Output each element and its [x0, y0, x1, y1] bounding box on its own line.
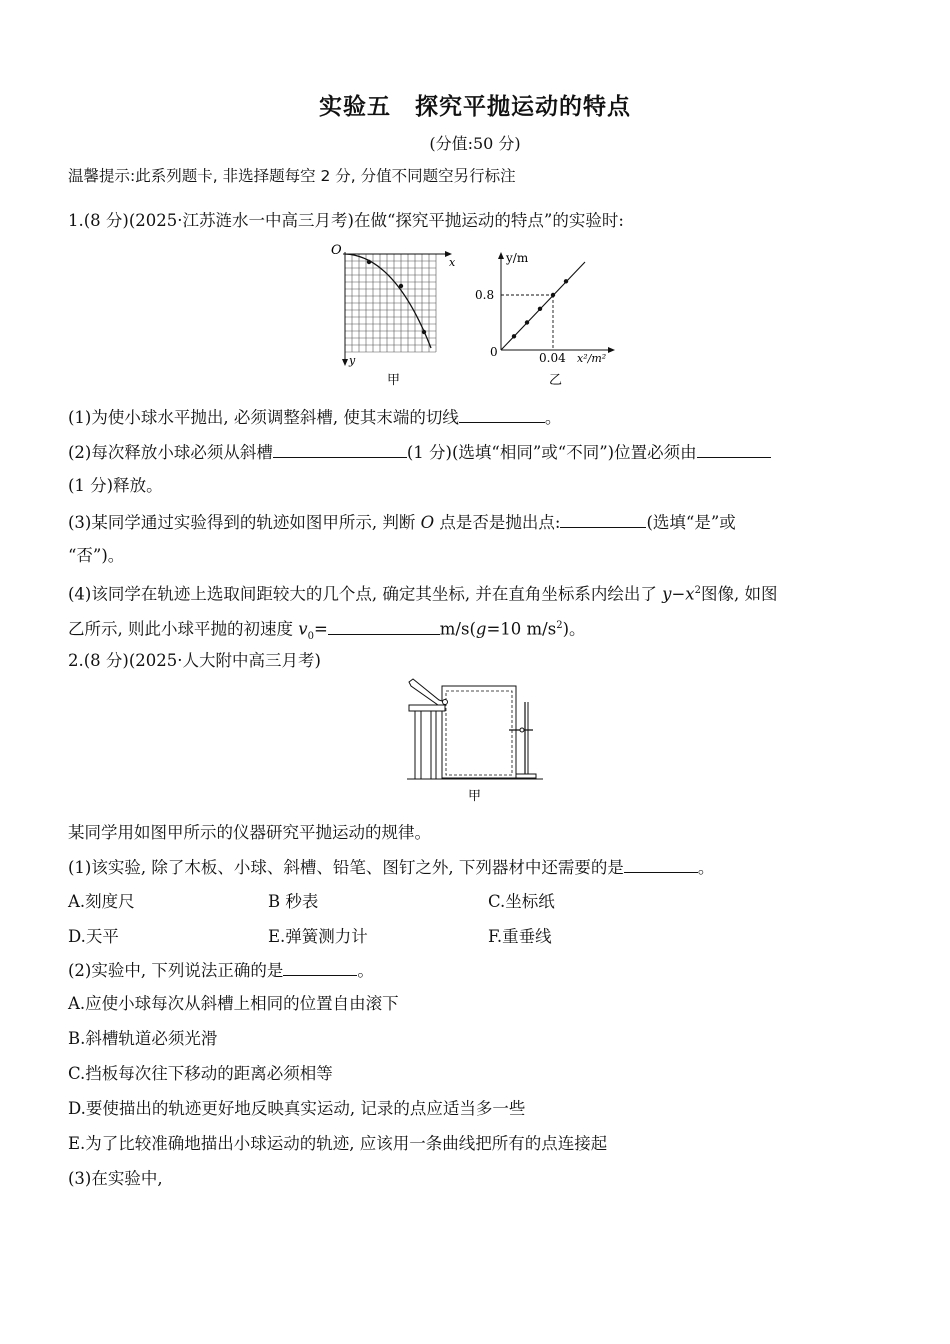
figure-caption: 甲 [387, 373, 401, 388]
stand-base [516, 774, 536, 778]
answer-blank[interactable] [560, 510, 646, 528]
q1-figure-b [473, 246, 623, 388]
answer-blank[interactable] [328, 617, 440, 635]
figure-caption: 乙 [549, 373, 563, 388]
q2-part2: (2)实验中, 下列说法正确的是 。 [68, 958, 374, 982]
option-2d[interactable]: D.要使描出的轨迹更好地反映真实运动, 记录的点应适当多一些 [68, 1099, 526, 1118]
zero-label: 0 [490, 345, 498, 359]
q1-figure-a [325, 240, 460, 388]
q1-part2: (2)每次释放小球必须从斜槽 (1 分)(选填“相同”或“不同”)位置必须由 [68, 440, 771, 464]
y-arrow [342, 359, 348, 366]
q1-part2-cont: (1 分)释放。 [68, 476, 163, 495]
option-f[interactable]: F.重垂线 [488, 927, 552, 946]
y-axis-label: y [349, 354, 356, 367]
data-point [525, 320, 529, 324]
chute [409, 679, 445, 706]
answer-blank[interactable] [273, 440, 407, 458]
answer-blank[interactable] [697, 440, 771, 458]
q2-part3: (3)在实验中, [68, 1169, 163, 1188]
trajectory-point [399, 284, 403, 288]
q1-header: 1.(8 分)(2025·江苏涟水一中高三月考)在做“探究平抛运动的特点”的实验时: [68, 211, 624, 230]
page-title: 实验五 探究平抛运动的特点 [319, 94, 631, 120]
origin-label: O [331, 243, 342, 258]
option-a[interactable]: A.刻度尺 [68, 892, 135, 911]
grid [345, 254, 436, 352]
x-tick-label: 0.04 [539, 351, 566, 365]
q1-part1: (1)为使小球水平抛出, 必须调整斜槽, 使其末端的切线 。 [68, 405, 561, 429]
data-point [551, 293, 555, 297]
option-b[interactable]: B 秒表 [268, 892, 319, 911]
option-2a[interactable]: A.应使小球每次从斜槽上相同的位置自由滚下 [68, 994, 399, 1013]
data-point [538, 307, 542, 311]
answer-blank[interactable] [624, 855, 698, 873]
q2-intro: 某同学用如图甲所示的仪器研究平抛运动的规律。 [68, 823, 431, 842]
q1-part3: (3)某同学通过实验得到的轨迹如图甲所示, 判断 O 点是否是抛出点: (选填“是”或 [68, 510, 736, 534]
tip-text: 温馨提示:此系列题卡, 非选择题每空 2 分, 分值不同题空另行标注 [68, 167, 516, 185]
score-note: (分值:50 分) [429, 134, 521, 153]
q1-part3-cont: “否”)。 [68, 546, 125, 565]
q2-header: 2.(8 分)(2025·人大附中高三月考) [68, 651, 321, 670]
answer-blank[interactable] [459, 405, 545, 423]
paper-sheet [446, 691, 512, 775]
option-c[interactable]: C.坐标纸 [488, 892, 555, 911]
q1-part4: (4)该同学在轨迹上选取间距较大的几个点, 确定其坐标, 并在直角坐标系内绘出了 $y-x^2$图像, 如图 [68, 584, 778, 604]
clamp-knob [520, 728, 524, 732]
trajectory-point [367, 260, 371, 264]
data-point [564, 279, 568, 283]
option-2c[interactable]: C.挡板每次往下移动的距离必须相等 [68, 1064, 333, 1083]
ball [443, 700, 448, 705]
data-point [512, 334, 516, 338]
y-tick-label: 0.8 [475, 288, 495, 302]
q1-part4-cont: 乙所示, 则此小球平抛的初速度 $v_0= m/s(g=10$ $m/s^2$)。 [68, 615, 586, 648]
y-arrow [498, 252, 504, 259]
x-arrow [608, 347, 615, 353]
option-2e[interactable]: E.为了比较准确地描出小球运动的轨迹, 应该用一条曲线把所有的点连接起 [68, 1134, 608, 1153]
option-e[interactable]: E.弹簧测力计 [268, 927, 368, 946]
option-d[interactable]: D.天平 [68, 927, 119, 946]
y-axis-label: y/m [506, 251, 529, 265]
x-axis-label: x²/m² [577, 352, 607, 365]
board-frame [442, 686, 516, 778]
x-axis-label: x [449, 256, 456, 269]
table-top [409, 705, 445, 711]
answer-blank[interactable] [283, 958, 357, 976]
figure-caption: 甲 [468, 789, 482, 804]
q2-part1: (1)该实验, 除了木板、小球、斜槽、铅笔、图钉之外, 下列器材中还需要的是 。 [68, 855, 714, 879]
trajectory-point [422, 330, 426, 334]
option-2b[interactable]: B.斜槽轨道必须光滑 [68, 1029, 218, 1048]
q2-apparatus-figure [405, 678, 545, 806]
